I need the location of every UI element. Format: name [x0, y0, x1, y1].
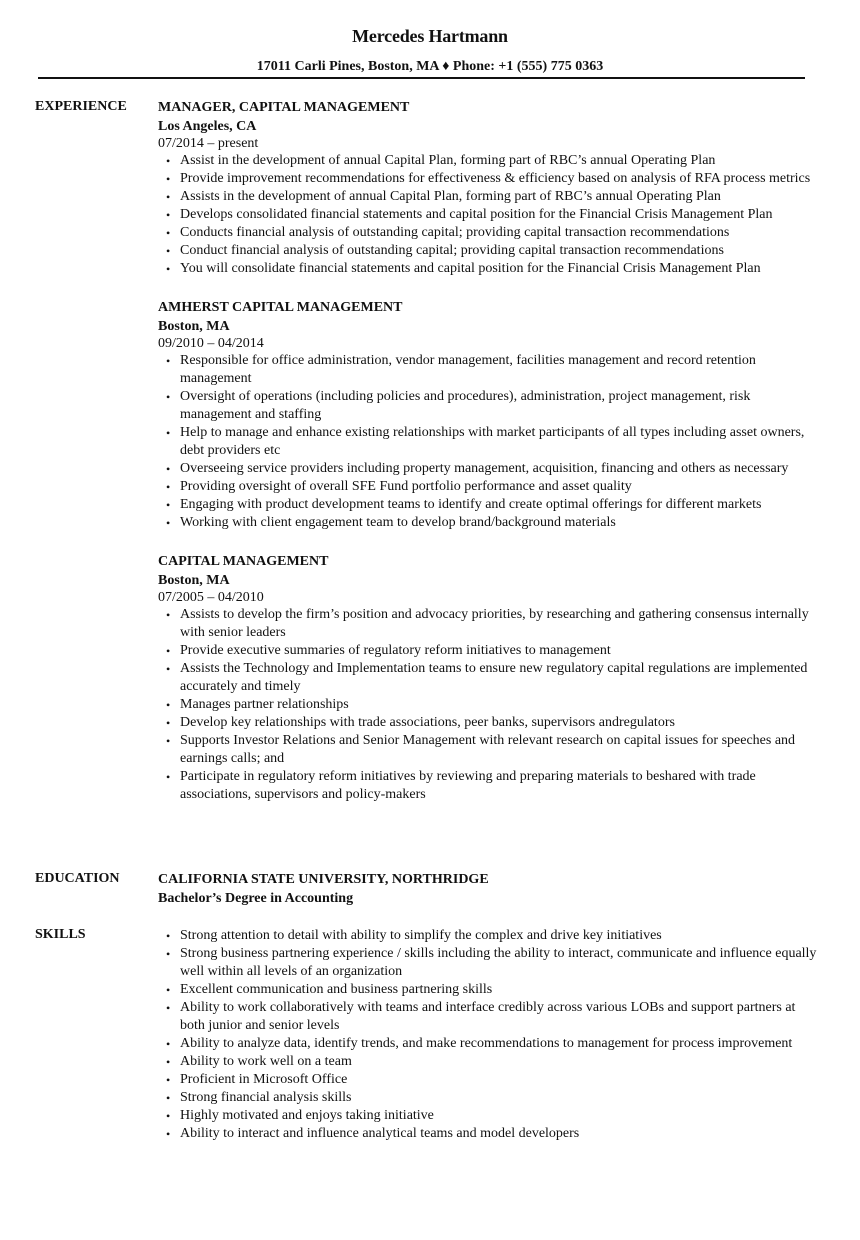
job-location: Boston, MA [158, 319, 230, 334]
experience-body [158, 99, 818, 804]
list-item: • Provide executive summaries of regulatory reform initiatives to management [180, 642, 818, 660]
list-item: • Engaging with product development teams to identify and create optimal offerings for different markets [180, 496, 818, 514]
skills-list [158, 927, 818, 1143]
list-item: • Strong attention to detail with ability to simplify the complex and drive key initiatives [180, 927, 818, 945]
list-item: • Provide improvement recommendations for effectiveness & efficiency based on analysis of RFA process metrics [180, 170, 818, 188]
list-item: • Strong business partnering experience / skills including the ability to interact, communicate and influence equally well within all levels of an organization [180, 945, 818, 981]
list-item: • Overseeing service providers including property management, acquisition, financing and others as necessary [180, 460, 818, 478]
degree: Bachelor’s Degree in Accounting [158, 891, 354, 906]
list-item: • Develop key relationships with trade associations, peer banks, supervisors andregulators [180, 714, 818, 732]
list-item: • Responsible for office administration, vendor management, facilities management and record retention management [180, 352, 818, 388]
job-location: Boston, MA [158, 573, 230, 588]
job-bullets [158, 606, 818, 804]
job-bullets [158, 152, 818, 278]
candidate-name: Mercedes Hartmann [352, 26, 508, 46]
job-title: MANAGER, CAPITAL MANAGEMENT [158, 100, 410, 115]
header-divider [38, 77, 805, 79]
list-item: • You will consolidate financial statements and capital position for the Financial Crisis Management Plan [180, 260, 818, 278]
job-entry [158, 299, 818, 532]
list-item: • Assists to develop the firm’s position and advocacy priorities, by researching and gathering consensus internally with senior leaders [180, 606, 818, 642]
job-entry [158, 99, 818, 278]
school-name: CALIFORNIA STATE UNIVERSITY, NORTHRIDGE [158, 872, 489, 887]
list-item: • Conducts financial analysis of outstanding capital; providing capital transaction recommendations [180, 224, 818, 242]
job-bullets [158, 352, 818, 532]
job-location: Los Angeles, CA [158, 119, 257, 134]
list-item: • Working with client engagement team to develop brand/background materials [180, 514, 818, 532]
list-item: • Conduct financial analysis of outstanding capital; providing capital transaction recommendations [180, 242, 818, 260]
list-item: • Supports Investor Relations and Senior Management with relevant research on capital issues for speeches and earnings calls; and [180, 732, 818, 768]
list-item: • Ability to work collaboratively with teams and interface credibly across various LOBs and support partners at both junior and senior levels [180, 999, 818, 1035]
list-item: • Ability to interact and influence analytical teams and model developers [180, 1125, 818, 1143]
list-item: • Highly motivated and enjoys taking initiative [180, 1107, 818, 1125]
list-item: • Ability to analyze data, identify trends, and make recommendations to management for process improvement [180, 1035, 818, 1053]
list-item: • Strong financial analysis skills [180, 1089, 818, 1107]
section-label-experience: EXPERIENCE [35, 99, 127, 114]
job-dates: 07/2005 – 04/2010 [158, 590, 264, 605]
list-item: • Proficient in Microsoft Office [180, 1071, 818, 1089]
list-item: • Assists the Technology and Implementation teams to ensure new regulatory capital regulations are implemented accurately and timely [180, 660, 818, 696]
list-item: • Providing oversight of overall SFE Fund portfolio performance and asset quality [180, 478, 818, 496]
job-dates: 09/2010 – 04/2014 [158, 336, 264, 351]
list-item: • Assists in the development of annual Capital Plan, forming part of RBC’s annual Operating Plan [180, 188, 818, 206]
list-item: • Assist in the development of annual Capital Plan, forming part of RBC’s annual Operating Plan [180, 152, 818, 170]
job-title: AMHERST CAPITAL MANAGEMENT [158, 300, 403, 315]
contact-line: 17011 Carli Pines, Boston, MA ♦ Phone: +1 (555) 775 0363 [256, 59, 604, 74]
section-label-education: EDUCATION [35, 871, 120, 886]
skills-body [158, 927, 818, 1143]
list-item: • Help to manage and enhance existing relationships with market participants of all types including asset owners, debt providers etc [180, 424, 818, 460]
list-item: • Participate in regulatory reform initiatives by reviewing and preparing materials to beshared with trade associations, supervisors and policy-makers [180, 768, 818, 804]
list-item: • Excellent communication and business partnering skills [180, 981, 818, 999]
list-item: • Manages partner relationships [180, 696, 818, 714]
list-item: • Ability to work well on a team [180, 1053, 818, 1071]
job-entry [158, 553, 818, 804]
section-label-skills: SKILLS [35, 927, 86, 942]
list-item: • Oversight of operations (including policies and procedures), administration, project management, risk management and staffing [180, 388, 818, 424]
list-item: • Develops consolidated financial statements and capital position for the Financial Crisis Management Plan [180, 206, 818, 224]
job-title: CAPITAL MANAGEMENT [158, 554, 329, 569]
job-dates: 07/2014 – present [158, 136, 259, 151]
education-body [158, 871, 818, 908]
